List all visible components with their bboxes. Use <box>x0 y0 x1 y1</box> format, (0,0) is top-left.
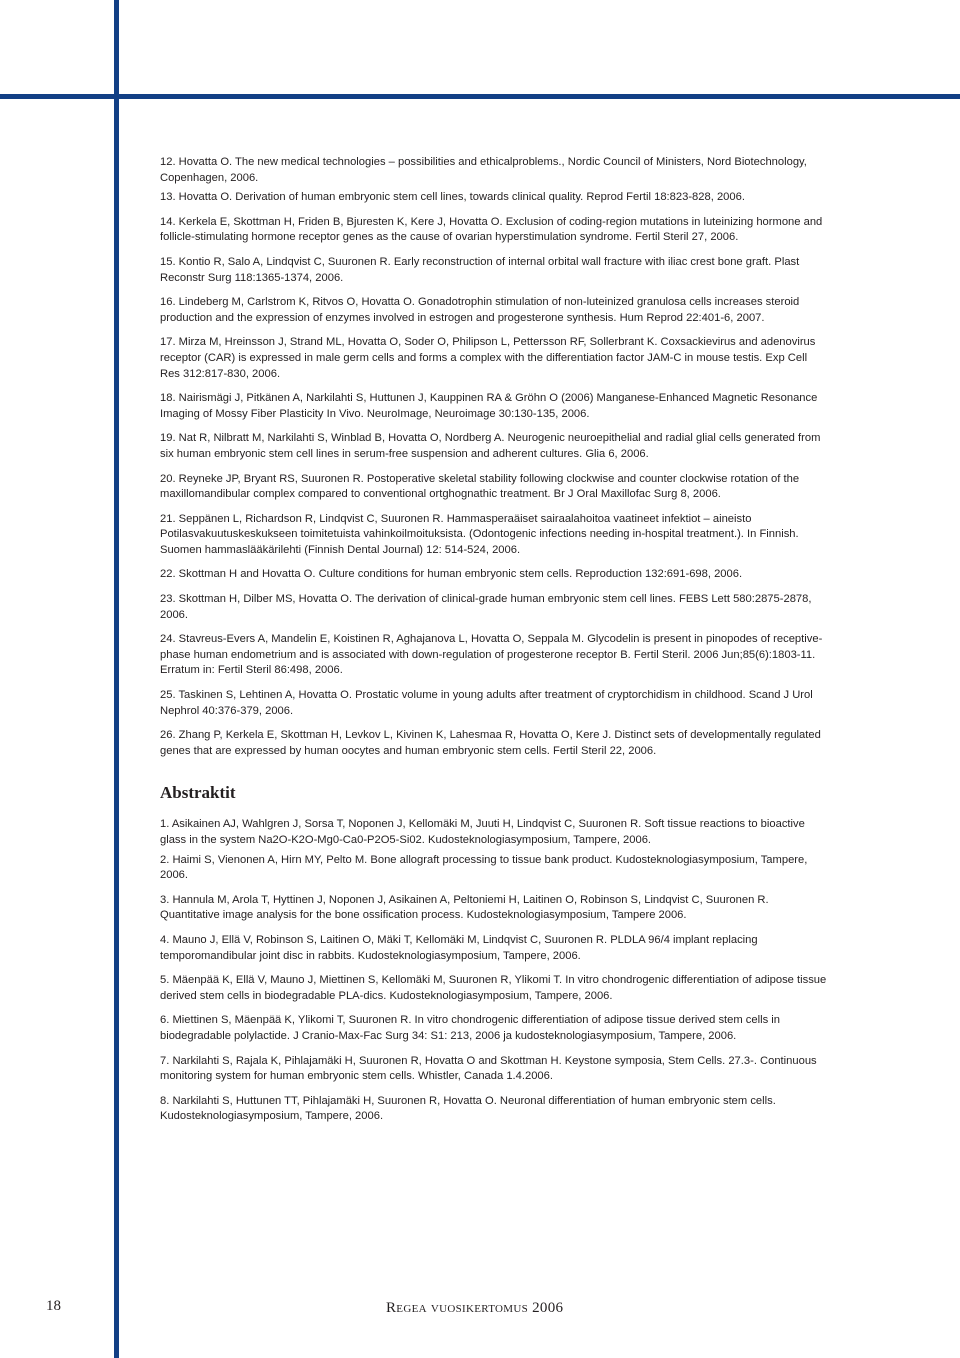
reference-17: 17. Mirza M, Hreinsson J, Strand ML, Hovatta O, Soder O, Philipson L, Pettersson RF, Sollerbrant K. Coxsackievirus and adenovirus receptor (CAR) is expressed in male germ cells and forms a complex with the differentiation factor JAM-C in mouse testis. Exp Cell Res 312:817-830, 2006. <box>160 336 816 380</box>
vertical-rule <box>114 0 119 1358</box>
footer-title: Regea vuosikertomus 2006 <box>386 1300 564 1316</box>
main-content <box>160 155 830 1134</box>
reference-24: 24. Stavreus-Evers A, Mandelin E, Koistinen R, Aghajanova L, Hovatta O, Seppala M. Glycodelin is present in pinopodes of receptive-phase human endometrium and is associated with down-regulation of progesterone receptor B. Fertil Steril. 2006 Jun;85(6):1803-11. Erratum in: Fertil Steril 86:498, 2006. <box>160 633 823 677</box>
reference-19: 19. Nat R, Nilbratt M, Narkilahti S, Winblad B, Hovatta O, Nordberg A. Neurogenic neuroepithelial and radial glial cells generated from six human embryonic stem cell lines in serum-free suspension and adherent cultures. Glia 6, 2006. <box>160 432 821 460</box>
abstract-list <box>160 817 830 1125</box>
reference-18: 18. Nairismägi J, Pitkänen A, Narkilahti S, Huttunen J, Kauppinen RA & Gröhn O (2006) Manganese-Enhanced Magnetic Resonance Imaging of Mossy Fiber Plasticity In Vivo. NeuroImage, Neuroimage 30:130-135, 2006. <box>160 392 818 420</box>
abstract-4: 4. Mauno J, Ellä V, Robinson S, Laitinen O, Mäki T, Kellomäki M, Lindqvist C, Suuronen R. PLDLA 96/4 implant replacing temporomandibular joint disc in rabbits. Kudosteknologiasymposium, Tampere, 2006. <box>160 933 758 962</box>
horizontal-rule <box>0 94 960 99</box>
abstract-3: 3. Hannula M, Arola T, Hyttinen J, Noponen J, Asikainen A, Peltoniemi H, Laitinen O, Robinson S, Lindqvist C, Suuronen R. Quantitative image analysis for the bone ossification process. Kudosteknologiasymposium, Tampere 2006. <box>160 893 769 922</box>
reference-16: 16. Lindeberg M, Carlstrom K, Ritvos O, Hovatta O. Gonadotrophin stimulation of non-luteinized granulosa cells increases steroid production and the expression of enzymes involved in estrogen and progesterone synthesis. Hum Reprod 22:401-6, 2007. <box>160 296 800 324</box>
reference-list <box>160 155 830 759</box>
abstract-8: 8. Narkilahti S, Huttunen TT, Pihlajamäki H, Suuronen R, Hovatta O. Neuronal differentiation of human embryonic stem cells. Kudosteknologiasymposium, Tampere, 2006. <box>160 1094 776 1123</box>
reference-21: 21. Seppänen L, Richardson R, Lindqvist C, Suuronen R. Hammasperaäiset sairaalahoitoa vaatineet infektiot – aineisto Potilasvakuutuskeskukseen toimitetuista vahinkoilmoituksista. (Odontogenic infections needing in-hospital treatment.). In Finnish. Suomen hammaslääkärilehti (Finnish Dental Journal) 12: 514-524, 2006. <box>160 512 799 556</box>
abstract-1: 1. Asikainen AJ, Wahlgren J, Sorsa T, Noponen J, Kellomäki M, Juuti H, Lindqvist C, Suuronen R. Soft tissue reactions to bioactive glass in the system Na2O-K2O-Mg0-Ca0-P2O5-Si02. Kudosteknologiasymposium, Tampere, 2006. <box>160 818 805 846</box>
reference-12: 12. Hovatta O. The new medical technologies – possibilities and ethicalproblems., Nordic Council of Ministers, Nord Biotechnology, Copenhagen, 2006. <box>160 156 807 184</box>
page-number: 18 <box>46 1298 61 1314</box>
reference-25: 25. Taskinen S, Lehtinen A, Hovatta O. Prostatic volume in young adults after treatment of cryptorchidism in childhood. Scand J Urol Nephrol 40:376-379, 2006. <box>160 689 813 717</box>
abstract-2: 2. Haimi S, Vienonen A, Hirn MY, Pelto M. Bone allograft processing to tissue bank product. Kudosteknologiasymposium, Tampere, 2006. <box>160 853 808 882</box>
reference-26: 26. Zhang P, Kerkela E, Skottman H, Levkov L, Kivinen K, Lahesmaa R, Hovatta O, Kere J. Distinct sets of developmentally regulated genes that are expressed by human oocytes and human embryonic stem cells. Fertil Steril 22, 2006. <box>160 729 821 757</box>
reference-23: 23. Skottman H, Dilber MS, Hovatta O. The derivation of clinical-grade human embryonic stem cell lines. FEBS Lett 580:2875-2878, 2006. <box>160 593 812 621</box>
reference-20: 20. Reyneke JP, Bryant RS, Suuronen R. Postoperative skeletal stability following clockwise and counter clockwise rotation of the maxillomandibular complex compared to conventional ortghognathic treatment. Br J Oral Maxillofac Surg 8, 2006. <box>160 472 800 501</box>
abstract-6: 6. Miettinen S, Mäenpää K, Ylikomi T, Suuronen R. In vitro chondrogenic differentiation of adipose tissue derived stem cells in biodegradable polylactide. J Cranio-Max-Fac Surg 34: S1: 213, 2006 ja kudosteknologiasymposium, Tampere, 2006. <box>160 1014 781 1042</box>
reference-14: 14. Kerkela E, Skottman H, Friden B, Bjuresten K, Kere J, Hovatta O. Exclusion of coding-region mutations in luteinizing hormone and follicle-stimulating hormone receptor genes as the cause of ovarian hyperstimulation syndrome. Fertil Steril 27, 2006. <box>160 215 823 244</box>
abstracts-heading: Abstraktit <box>160 783 236 803</box>
abstract-7: 7. Narkilahti S, Rajala K, Pihlajamäki H, Suuronen R, Hovatta O and Skottman H. Keystone symposia, Stem Cells. 27.3-. Continuous monitoring system for human embryonic stem cells. Whistler, Canada 1.4.2006. <box>160 1054 817 1083</box>
reference-13: 13. Hovatta O. Derivation of human embryonic stem cell lines, towards clinical quality. Reprod Fertil 18:823-828, 2006. <box>160 191 745 204</box>
abstract-5: 5. Mäenpää K, Ellä V, Mauno J, Miettinen S, Kellomäki M, Suuronen R, Ylikomi T. In vitro chondrogenic differentiation of adipose tissue derived stem cells in biodegradable PLA-dics. Kudosteknologiasymposium, Tampere, 2006. <box>160 974 827 1002</box>
reference-15: 15. Kontio R, Salo A, Lindqvist C, Suuronen R. Early reconstruction of internal orbital wall fracture with iliac crest bone graft. Plast Reconstr Surg 118:1365-1374, 2006. <box>160 255 800 284</box>
reference-22: 22. Skottman H and Hovatta O. Culture conditions for human embryonic stem cells. Reproduction 132:691-698, 2006. <box>160 568 743 581</box>
